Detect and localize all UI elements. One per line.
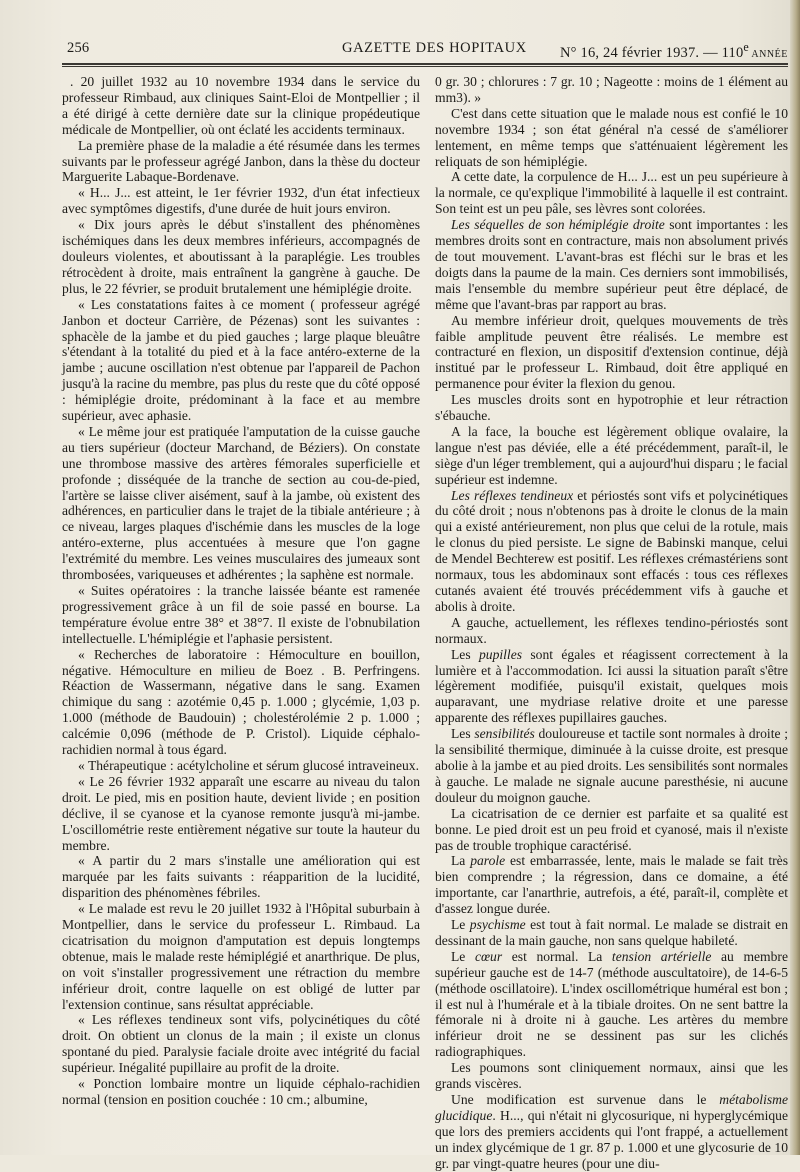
paragraph: « Thérapeutique : acétylcholine et sérum glucosé intraveineux.	[78, 757, 419, 773]
issue-sup: e	[743, 40, 749, 54]
paragraph-text: est tout à fait normal. Le malade se distrait en dessinant de la main gauche, non sans quelque habileté.	[435, 917, 788, 948]
paragraph: « A partir du 2 mars s'installe une amélioration qui est marquée par les faits suivants : réapparition de la lucidité, disparition des phénomènes fébriles.	[62, 853, 420, 901]
paragraph-text: Une modification est survenue dans le	[451, 1092, 720, 1107]
paragraph-text: douloureuse et tactile sont normales à droite ; la sensibilité thermique, diminuée à la cuisse droite, est presque abolie à la jambe et au pied droits. Les sensibilités sont normales à gauche. Le malade ne signale aucune paresthésie, ni aucune douleur du moignon gauche.	[435, 726, 789, 805]
paragraph: « Les réflexes tendineux sont vifs, polycinétiques du côté droit. On obtient un clonus de la main ; il existe un clonus spontané du pied. Paralysie faciale droite avec intégrité du facial supérieur. Inégalité pupillaire au profit de la droite.	[62, 1012, 420, 1076]
paragraph-text: au membre supérieur gauche est de 14-7 (méthode auscultatoire), de 14-6-5 (méthode oscillatoire). L'index oscillométrique huméral est bon ; il est nul à l'humérale et à la tibiale droites. On ne sent battre la fémorale ni à droite ni à gauche. Les artères du membre inférieur droit ne se dessinent pas sur les clichés radiographiques.	[435, 948, 788, 1060]
paragraph: « Ponction lombaire montre un liquide céphalo-rachidien normal (tension en position couchée : 10 cm.; albumine,	[62, 1076, 420, 1107]
paragraph-text: Le	[451, 948, 475, 964]
paragraph	[435, 1092, 788, 1172]
paragraph-text: Les muscles droits sont en hypotrophie et leur rétraction s'ébauche.	[435, 392, 788, 424]
paragraph-text: est normal. La	[502, 948, 612, 964]
paragraph: La première phase de la maladie a été résumée dans les termes suivants par le professeur agrégé Janbon, dans la thèse du docteur Marguerite Labaque-Bordenave.	[62, 137, 420, 185]
paragraph-text: 0 gr. 30 ; chlorures : 7 gr. 10 ; Nageotte : moins de 1 élément au mm3). »	[435, 74, 788, 105]
paragraph-text: et périostés sont vifs et polycinétiques du côté droit ; nous n'obtenons pas à droite le clonus de la main qui a existé antérieurement, non plus que celui de la rotule, mais le clonus du pied persiste. Le signe de Babinski manque, celui de Mendel Bechterew est positif. Les réflexes crémastériens sont normaux, tous les abdominaux sont effacés : tous ces réflexes cutanés avaient été trouvés précédemment vifs à gauche et abolis à droite.	[435, 487, 788, 614]
paragraph	[435, 853, 788, 917]
page-edge	[790, 0, 800, 1155]
paragraph-text: La cicatrisation de ce dernier est parfaite et sa qualité est bonne. Le pied droit est un peu froid et cyanosé, mais il n'existe pas de trouble trophique caractérisé.	[435, 805, 788, 853]
italic-lead: psychisme	[469, 917, 526, 933]
italic-lead: parole	[470, 853, 506, 869]
paragraph	[435, 949, 788, 1060]
paragraph: « Recherches de laboratoire : Hémoculture en bouillon, négative. Hémoculture en milieu de Boez . B. Perfringens. Réaction de Wassermann, négative dans le sang. Examen chimique du sang : azotémie 0,45 p. 1.000 ; glycémie, 1,03 p. 1.000 (méthode de Baudouin) ; cholestérolémie 2 p. 1.000 ; calcémie 0,096 (méthode de P. Cristol). Liquide céphalo-rachidien normal à tous égard.	[62, 646, 420, 758]
paragraph-text: . H..., qui n'était ni glycosurique, ni hyperglycémique que lors des premiers accidents qui l'ont frappé, a actuellement un index glycémique de 1 gr. 87 p. 1.000 et une glycosurie de 10 gr. par vingt-quatre heures (pour une diu-	[435, 1107, 788, 1171]
paragraph: « Le 26 février 1932 apparaît une escarre au niveau du talon droit. Le pied, mis en position haute, devient livide ; en position déclive, il se cyanose et la cyanose remonte jusqu'à mi-jambe. L'oscillométrie reste entièrement négative sur toute la hauteur du membre.	[62, 773, 420, 853]
paragraph-text: Le	[451, 917, 470, 933]
publication-title: GAZETTE DES HOPITAUX	[342, 40, 527, 56]
issue-text: N° 16, 24 février 1937. — 110	[560, 44, 744, 61]
paragraph-text: est embarrassée, lente, mais le malade se fait très bien comprendre ; la régression, dans ce domaine, a été importante, car l'anarthrie, autrefois, a été, paraît-il, complète et d'assez longue durée.	[435, 853, 788, 917]
italic-lead: sensibilités	[474, 726, 535, 742]
italic-lead: métabolisme glucidique	[435, 1092, 788, 1123]
issue-annee: ANNÉE	[748, 48, 788, 60]
italic-lead: pupilles	[478, 646, 523, 662]
paragraph	[435, 106, 788, 170]
paragraph-text: A la face, la bouche est légèrement oblique ovalaire, la langue n'est pas déviée, elle a été précédemment, paraît-il, le siège d'un léger tremblement, qui a aujourd'hui disparu ; le facial supérieur est indemne.	[435, 423, 788, 487]
paragraph: « H... J... est atteint, le 1er février 1932, d'un état infectieux avec symptômes digestifs, d'une durée de huit jours environ.	[62, 185, 420, 217]
paragraph-text: C'est dans cette situation que le malade nous est confié le 10 novembre 1934 ; son état général n'a cessé de s'améliorer lentement, en même temps que s'atténuaient légèrement les reliquats de son hémiplégie.	[435, 105, 788, 169]
paragraph-text: sont égales et réagissent correctement à la lumière et à l'accommodation. Ici aussi la situation paraît s'être légèrement modifiée, puisqu'il existait, quelques mois auparavant, une mydriase relative droite et une paresse apparente des réflexes pupillaires gauches.	[435, 646, 789, 726]
italic-lead: Les séquelles de son hémiplégie droite	[451, 217, 665, 233]
paragraph	[435, 806, 788, 854]
paragraph	[435, 392, 788, 424]
italic-lead: Les réflexes tendineux	[451, 487, 574, 503]
paragraph	[435, 217, 788, 312]
paragraph: . 20 juillet 1932 au 10 novembre 1934 dans le service du professeur Rimbaud, aux cliniques Saint-Eloi de Montpellier ; il a été dirigé à cette dernière date sur la clinique propédeutique médicale de Montpellier, où ont éclaté les accidents terminaux.	[62, 74, 420, 137]
paragraph	[435, 615, 788, 647]
left-column	[62, 74, 420, 1108]
paragraph: « Suites opératoires : la tranche laissée béante est ramenée progressivement grâce à un fil de soie passé en bourse. La température évolue entre 38° et 38°7. Il existe de l'obnubilation intellectuelle. L'hémiplégie et l'aphasie persistent.	[62, 583, 420, 646]
paragraph	[435, 313, 788, 393]
paragraph	[435, 74, 788, 106]
paragraph	[435, 647, 788, 727]
issue-info	[560, 40, 788, 62]
paragraph: « Le malade est revu le 20 juillet 1932 à l'Hôpital suburbain à Montpellier, dans le service du professeur L. Rimbaud. La cicatrisation du moignon d'amputation est depuis longtemps obtenue, mais le malade reste hémiplégié et anarthrique. De plus, on voit s'installer progressivement une rétraction du membre inférieur droit, contre laquelle on est obligé de lutter par l'extension continue, sans résultat appréciable.	[62, 901, 420, 1012]
running-header	[62, 40, 788, 60]
paragraph-text: Les	[451, 726, 475, 742]
paragraph-text: Au membre inférieur droit, quelques mouvements de très faible amplitude peuvent être réalisés. Le membre est contracturé en flexion, un dispositif d'extension continue, déjà institué par le professeur L. Rimbaud, doit être appliqué en permanence pour éviter la flexion du genou.	[435, 312, 788, 392]
paragraph	[435, 424, 788, 488]
italic-lead: cœur	[474, 948, 503, 964]
paragraph-text: Les poumons sont cliniquement normaux, ainsi que les grands viscères.	[435, 1060, 788, 1092]
paragraph-text: sont importantes : les membres droits sont en contracture, mais non absolument privés de tout mouvement. L'avant-bras est fléchi sur le bras et les doigts dans la paume de la main. Ces derniers sont immobilisés, mais l'ensemble du membre supérieur peut être déplacé, de même que l'avant-bras par rapport au bras.	[435, 217, 789, 312]
italic-lead: tension artérielle	[611, 948, 712, 964]
header-rule	[62, 63, 788, 67]
paragraph: « Les constatations faites à ce moment ( professeur agrégé Janbon et docteur Carrière, de Pézenas) sont les suivantes : sphacèle de la jambe et du pied gauches ; large plaque bleuâtre s'étendant à la totalité du pied et à la face antéro-externe de la jambe ; aucune oscillation n'est obtenue par l'appareil de Pachon jusqu'à la racine du membre, pas plus du reste que du côté opposé : hémiplégie droite, prédominant à la face et au membre supérieur, avec aphasie.	[62, 296, 420, 424]
paragraph: « Dix jours après le début s'installent des phénomènes ischémiques dans les deux membres inférieurs, accompagnés de douleurs violentes, et aboutissant à la paraplégie. Les troubles rétrocèdent à droite, mais entraînent la gangrène à gauche. De plus, le 22 février, se produit brutalement une hémiplégie droite.	[62, 217, 420, 296]
paragraph	[435, 917, 788, 949]
paragraph	[435, 488, 788, 615]
paragraph	[435, 1060, 788, 1092]
paragraph-text: A cette date, la corpulence de H... J... est un peu supérieure à la normale, ce qu'explique l'immobilité à laquelle il est contraint. Son teint est un peu pâle, ses lèvres sont colorées.	[435, 169, 788, 217]
paragraph	[435, 169, 788, 217]
paragraph-text: A gauche, actuellement, les réflexes tendino-périostés sont normaux.	[435, 614, 788, 646]
page-number: 256	[67, 40, 90, 56]
paragraph	[435, 726, 788, 806]
right-column	[435, 74, 788, 1172]
paragraph: « Le même jour est pratiquée l'amputation de la cuisse gauche au tiers supérieur (docteur Marchand, de Béziers). On constate une thrombose massive des artères fémorales superficielle et profonde ; disséquée de la tranche de section au cou-de-pied, l'artère se laisse cliver aisément, sauf à la jambe, où existent des adhérences, en particulier dans le trajet de la tibiale antérieure ; à ce niveau, larges plaques d'ischémie dans les muscles de la loge antéro-externe, plus accentuées à mesure que l'on gagne l'extrémité du membre. Les veines musculaires des jumeaux sont thrombosées, variqueuses et adhérentes ; la saphène est normale.	[62, 423, 420, 583]
paragraph-text: La	[451, 853, 471, 869]
paragraph-text: Les	[451, 646, 479, 662]
